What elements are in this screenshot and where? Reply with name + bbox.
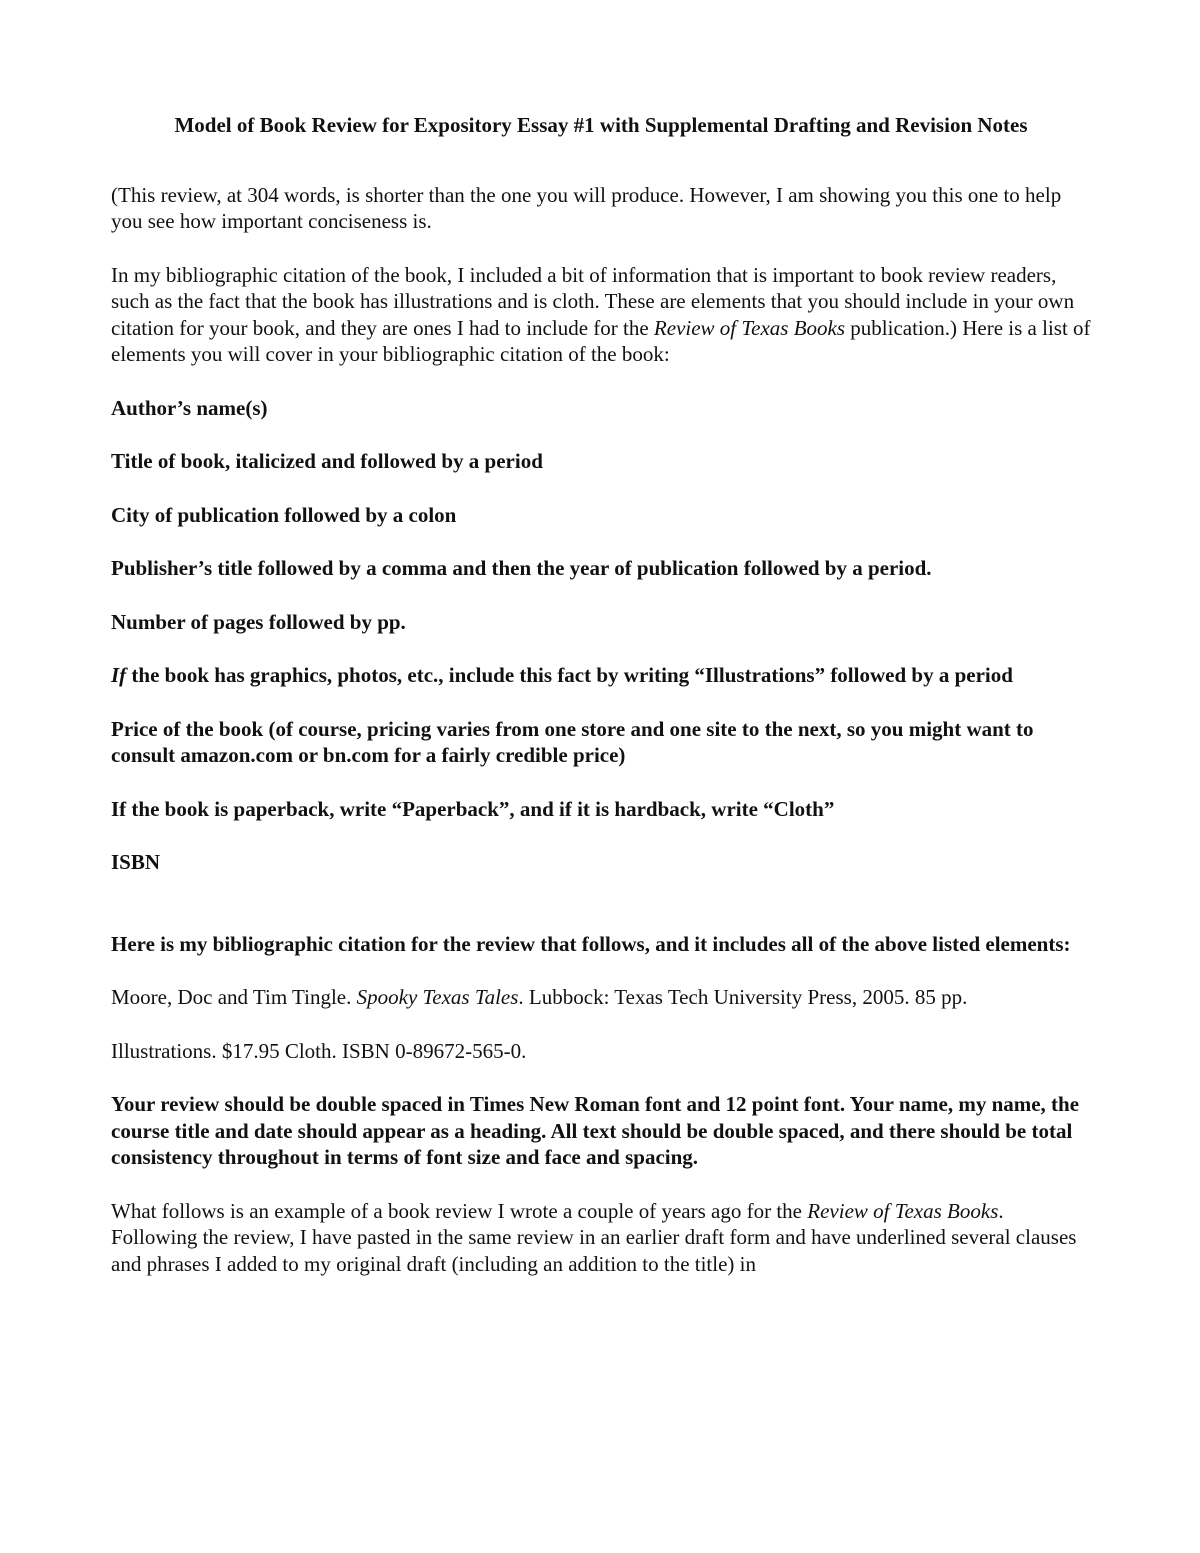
citation-authors: Moore, Doc and Tim Tingle.	[111, 985, 357, 1009]
element-illustrations	[111, 662, 1091, 689]
intro-paragraph: (This review, at 304 words, is shorter than the one you will produce. However, I am showing you this one to help you see how important conciseness is.	[111, 182, 1062, 233]
element-illustrations-text: the book has graphics, photos, etc., include this fact by writing “Illustrations” followed by a period	[126, 663, 1013, 687]
citation-explanation-text-1: In my bibliographic citation of the book, I included a bit of information that is important to book review readers, such as the fact that the book has illustrations and is cloth. These are elements that you should include in your own citation for your book, and they are ones I had to include for the	[111, 262, 1075, 340]
format-note: Your review should be double spaced in Times New Roman font and 12 point font. Your name, my name, the course title and date should appear as a heading. All text should be double spaced, and there should be total consistency throughout in terms of font size and face and spacing.	[111, 1092, 1080, 1169]
element-price: Price of the book (of course, pricing varies from one store and one site to the next, so you might want to consult amazon.com or bn.com for a fairly credible price)	[111, 716, 1034, 767]
citation-line-2: Illustrations. $17.95 Cloth. ISBN 0-89672-565-0.	[111, 1038, 527, 1063]
citation-book-title: Spooky Texas Tales	[356, 985, 519, 1009]
element-pages: Number of pages followed by pp.	[111, 609, 406, 634]
citation-line-1	[111, 984, 1091, 1011]
citation-heading: Here is my bibliographic citation for the review that follows, and it includes all of the above listed elements:	[111, 931, 1071, 956]
citation-publisher-info: . Lubbock: Texas Tech University Press, 2005. 85 pp.	[518, 985, 968, 1009]
closing-paragraph	[111, 1198, 1091, 1278]
citation-explanation-text-2: publication.) Here is a list of elements you will cover in your bibliographic citation of the book:	[111, 315, 1091, 366]
element-author: Author’s name(s)	[111, 395, 268, 420]
closing-publication-italic: Review of Texas Books	[807, 1198, 999, 1223]
element-city: City of publication followed by a colon	[111, 502, 457, 527]
element-binding: If the book is paperback, write “Paperback”, and if it is hardback, write “Cloth”	[111, 796, 835, 821]
element-isbn: ISBN	[111, 850, 161, 874]
element-title: Title of book, italicized and followed by a period	[111, 449, 543, 473]
closing-text-2: . Following the review, I have pasted in the same review in an earlier draft form and have underlined several clauses and phrases I added to my original draft (including an addition to the title) in	[111, 1198, 1077, 1276]
document-page	[111, 112, 1091, 1304]
citation-explanation-paragraph	[111, 262, 1091, 368]
document-title: Model of Book Review for Expository Essay #1 with Supplemental Drafting and Revision Notes	[174, 113, 1028, 137]
element-illustrations-if: If	[111, 663, 127, 687]
publication-name-italic: Review of Texas Books	[653, 315, 846, 340]
closing-text-1: What follows is an example of a book review I wrote a couple of years ago for the	[111, 1198, 808, 1223]
element-publisher: Publisher’s title followed by a comma and then the year of publication followed by a period.	[111, 556, 932, 580]
